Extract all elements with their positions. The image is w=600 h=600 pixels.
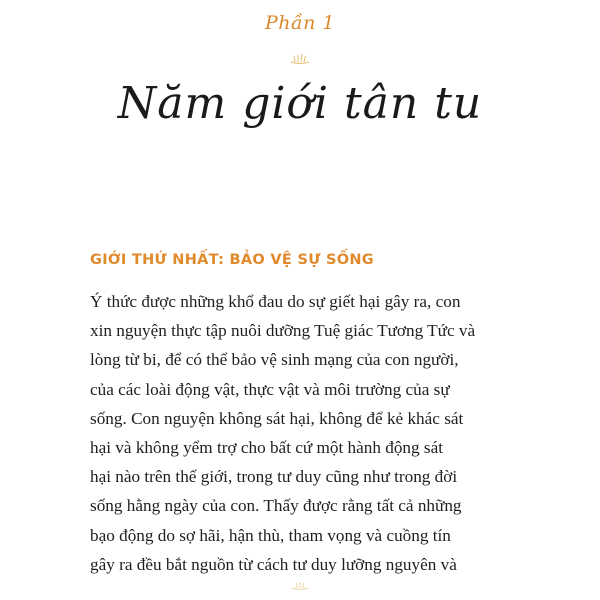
body-line: lòng từ bi, để có thể bảo vệ sinh mạng của con người, [90, 350, 459, 370]
body-line: hại và không yểm trợ cho bất cứ một hành động sát [90, 438, 444, 458]
body-line: sống. Con nguyện không sát hại, không để kẻ khác sát [90, 408, 464, 428]
body-line: xin nguyện thực tập nuôi dưỡng Tuệ giác Tương Tức và [90, 321, 476, 341]
body-line: bạo động do sợ hãi, hận thù, tham vọng và cuồng tín [90, 525, 451, 545]
body-line: hại nào trên thế giới, trong tư duy cũng như trong đời [90, 467, 458, 487]
body-line: gây ra đều bắt nguồn từ cách tư duy lưỡng nguyên và [90, 554, 457, 574]
leaf-ornament-icon [289, 50, 311, 66]
body-line: của các loài động vật, thực vật và môi trường của sự [90, 379, 450, 399]
body-paragraph [90, 287, 520, 579]
part-label: Phần 1 [264, 12, 336, 34]
body-line: Ý thức được những khổ đau do sự giết hại gây ra, con [90, 292, 461, 311]
chapter-title: Năm giới tân tu [117, 78, 483, 129]
footer-ornament-icon [288, 578, 312, 592]
body-line: sống hằng ngày của con. Thấy được rằng tất cả những [90, 496, 462, 516]
section-heading: GIỚI THỨ NHẤT: BẢO VỆ SỰ SỐNG [90, 252, 374, 268]
